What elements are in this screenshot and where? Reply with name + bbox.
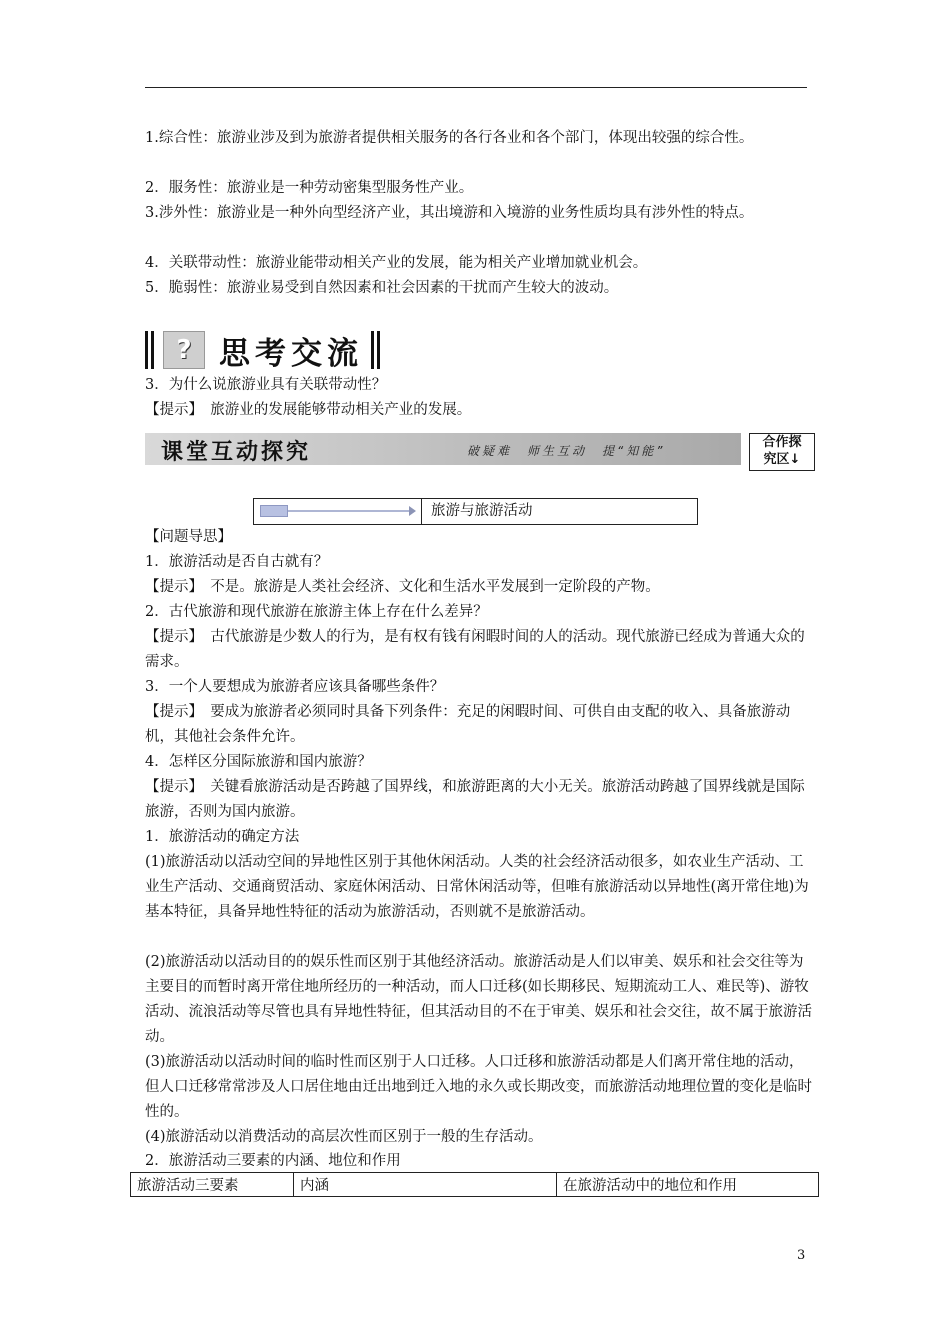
topic-label: 旅游与旅游活动 (431, 503, 533, 519)
header-rule (145, 87, 807, 88)
guide-hint-2: 【提示】 古代旅游是少数人的行为，是有权有钱有闲暇时间的人的活动。现代旅游已经成为普通大众的需求。 (145, 629, 805, 670)
bar-decoration (371, 331, 374, 369)
table-header-cell: 旅游活动三要素 (131, 1173, 294, 1197)
paragraph-fragility: 5．脆弱性：旅游业易受到自然因素和社会因素的干扰而产生较大的波动。 (145, 280, 619, 296)
guide-heading: 【问题导思】 (145, 529, 232, 545)
guide-hint-1: 【提示】 不是。旅游是人类社会经济、文化和生活水平发展到一定阶段的产物。 (145, 579, 660, 595)
banner-subtitle: 破疑难 师生互动 提“知能” (467, 444, 666, 458)
banner-title: 课堂互动探究 (161, 440, 312, 465)
method-heading: 1．旅游活动的确定方法 (145, 829, 300, 845)
table-header-cell: 内涵 (294, 1173, 557, 1197)
paragraph-service: 2．服务性：旅游业是一种劳动密集型服务性产业。 (145, 180, 474, 196)
method-point-4: (4)旅游活动以消费活动的高层次性而区别于一般的生存活动。 (145, 1129, 543, 1145)
elements-heading: 2．旅游活动三要素的内涵、地位和作用 (145, 1153, 401, 1169)
method-point-2: (2)旅游活动以活动目的的娱乐性而区别于其他经济活动。旅游活动是人们以审美、娱乐和社会交往等为主要目的而暂时离开常住地所经历的一种活动，而人口迁移(如长期移民、短期流动工人、难民等)、游牧活动、流浪活动等尽管也具有异地性特征，但其活动目的不在于审美、娱乐和社会交往，故不属于旅游活动。 (145, 954, 812, 1045)
cooperation-badge-line2: 究区↓ (763, 452, 801, 467)
bar-decoration (151, 331, 154, 369)
arrow-chip-icon (260, 505, 288, 517)
paragraph-linkage: 4．关联带动性：旅游业能带动相关产业的发展，能为相关产业增加就业机会。 (145, 255, 648, 271)
method-point-3: (3)旅游活动以活动时间的临时性而区别于人口迁移。人口迁移和旅游活动都是人们离开常住地的活动，但人口迁移常常涉及人口居住地由迁出地到迁入地的永久或长期改变，而旅游活动地理位置的变化是临时性的。 (145, 1054, 812, 1120)
arrow-right-icon (409, 506, 416, 516)
cooperation-badge (749, 433, 815, 471)
think-question: 3．为什么说旅游业具有关联带动性？ (145, 377, 387, 393)
think-hint: 【提示】 旅游业的发展能够带动相关产业的发展。 (145, 402, 472, 418)
elements-table (130, 1172, 819, 1197)
paragraph-foreign: 3.涉外性：旅游业是一种外向型经济产业，其出境游和入境游的业务性质均具有涉外性的特点。 (145, 205, 754, 221)
guide-question-3: 3．一个人要想成为旅游者应该具备哪些条件？ (145, 679, 445, 695)
question-mark-icon: ? (163, 331, 205, 369)
method-point-1: (1)旅游活动以活动空间的异地性区别于其他休闲活动。人类的社会经济活动很多，如农业生产活动、工业生产活动、交通商贸活动、家庭休闲活动、日常休闲活动等，但唯有旅游活动以异地性(离开常住地)为基本特征，具备异地性特征的活动为旅游活动，否则就不是旅游活动。 (145, 854, 809, 920)
paragraph-comprehensive: 1.综合性：旅游业涉及到为旅游者提供相关服务的各行各业和各个部门，体现出较强的综合性。 (145, 130, 754, 146)
topic-box (253, 498, 698, 525)
table-header-cell: 在旅游活动中的地位和作用 (557, 1173, 819, 1197)
classroom-banner (145, 433, 741, 465)
cooperation-badge-line1: 合作探 (762, 435, 802, 450)
guide-question-4: 4．怎样区分国际旅游和国内旅游？ (145, 754, 372, 770)
table-row (131, 1173, 819, 1197)
bar-decoration (377, 331, 380, 369)
page-number: 3 (797, 1248, 806, 1263)
think-exchange-header (145, 330, 383, 370)
guide-hint-4: 【提示】 关键看旅游活动是否跨越了国界线，和旅游距离的大小无关。旅游活动跨越了国界线就是国际旅游，否则为国内旅游。 (145, 779, 805, 820)
topic-arrow-cell (254, 499, 422, 524)
guide-question-1: 1．旅游活动是否自古就有？ (145, 554, 329, 570)
guide-question-2: 2．古代旅游和现代旅游在旅游主体上存在什么差异？ (145, 604, 488, 620)
guide-hint-3: 【提示】 要成为旅游者必须同时具备下列条件：充足的闲暇时间、可供自由支配的收入、具备旅游动机，其他社会条件允许。 (145, 704, 791, 745)
bar-decoration (145, 331, 148, 369)
think-exchange-title: 思考交流 (219, 335, 363, 372)
